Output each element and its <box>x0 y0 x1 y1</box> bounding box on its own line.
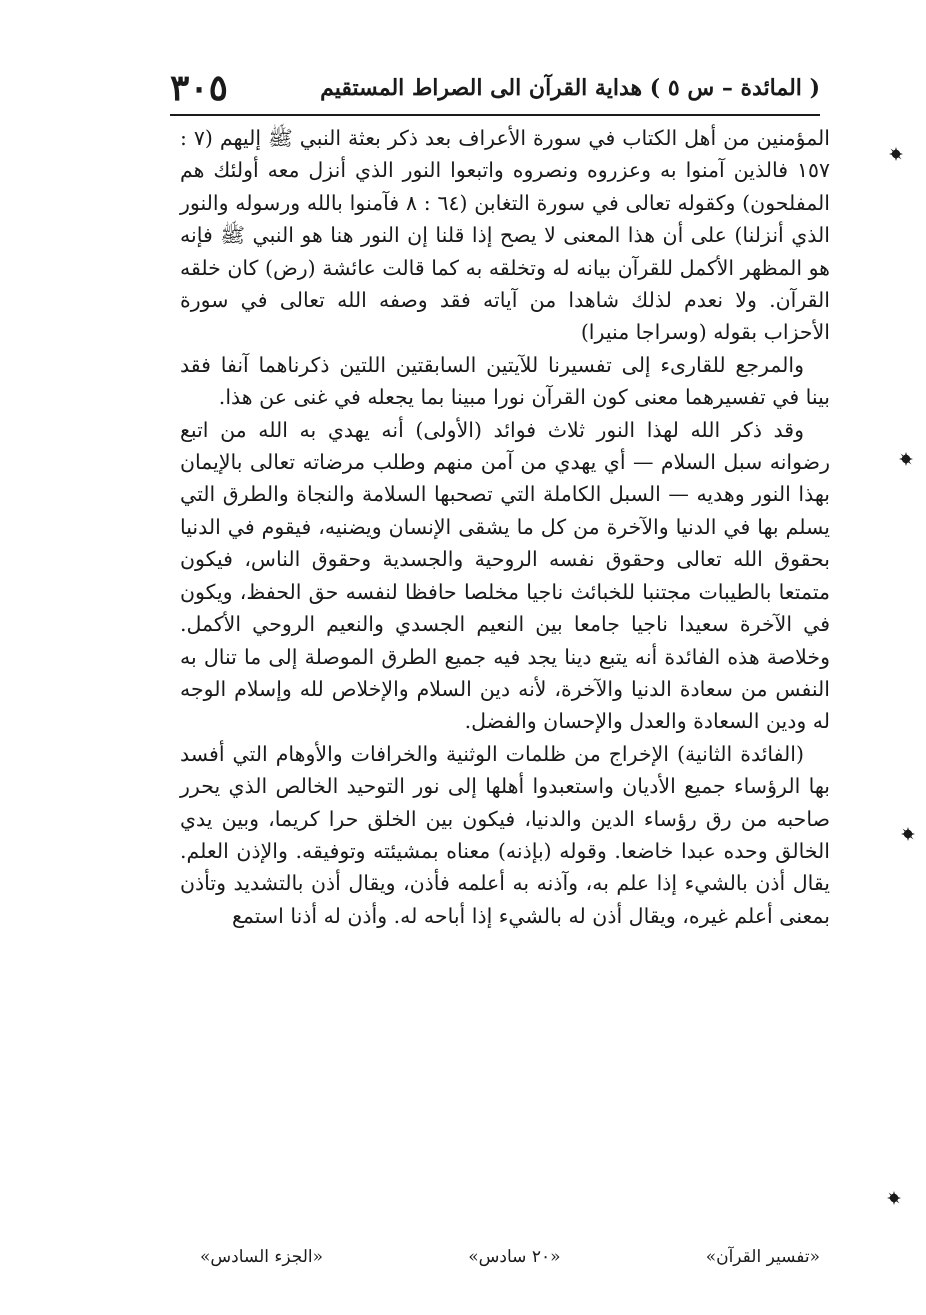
footer-book-title: «تفسير القرآن» <box>705 1247 820 1267</box>
paragraph-4: (الفائدة الثانية) الإخراج من ظلمات الوثنية والخرافات والأوهام التي أفسد بها الرؤساء جميع الأديان واستعبدوا أهلها إلى نور التوحيد الخالص الذي يحرر صاحبه من رق رؤساء الدين والدنيا، فيكون بين الخلق حرا كريما، وبين يدي الخالق وحده عبدا خاضعا. وقوله (بإذنه) معناه بمشيئته وتوفيقه. والإذن العلم. يقال أذن بالشيء إذا علم به، وآذنه به أعلمه فأذن، ويقال أذن بالتشديد وتأذن بمعنى أعلم غيره، ويقال أذن له بالشيء إذا أباحه له. وأذن له أذنا استمع <box>180 741 830 928</box>
fleuron-icon <box>898 451 914 467</box>
paragraph-2: والمرجع للقارىء إلى تفسيرنا للآيتين السابقتين اللتين ذكرناهما آنفا فقد بينا في تفسيرهما معنى كون القرآن نورا مبينا بما يجعله في غنى عن هذا. <box>180 352 830 410</box>
header-rule <box>170 114 820 116</box>
footer-signature: «٢٠ سادس» <box>468 1247 561 1267</box>
header-title: ( المائدة – س ٥ ) هداية القرآن الى الصراط المستقيم <box>320 75 820 101</box>
fleuron-icon <box>888 146 904 162</box>
page-number: ٣٠٥ <box>170 67 229 109</box>
page-footer <box>200 1242 820 1272</box>
footer-volume: «الجزء السادس» <box>200 1247 324 1267</box>
fleuron-icon <box>900 826 916 842</box>
running-header <box>170 62 820 114</box>
paragraph-1: المؤمنين من أهل الكتاب في سورة الأعراف بعد ذكر بعثة النبي ﷺ إليهم (٧ : ١٥٧ فالذين آمنوا به وعزروه ونصروه واتبعوا النور الذي أنزل معه أولئك هم المفلحون) وكقوله تعالى في سورة التغابن (٦٤ : ٨ فآمنوا بالله ورسوله والنور الذي أنزلنا) على أن هذا المعنى لا يصح إذا قلنا إن النور هنا هو النبي ﷺ فإنه هو المظهر الأكمل للقرآن بيانه له وتخلقه به كما قالت عائشة (رض) كان خلقه القرآن. ولا نعدم لذلك شاهدا من آياته فقد وصفه الله تعالى في سورة الأحزاب بقوله (وسراجا منيرا) <box>180 126 830 345</box>
paragraph-3: وقد ذكر الله لهذا النور ثلاث فوائد (الأولى) أنه يهدي به الله من اتبع رضوانه سبل السلام — أي يهدي من آمن منهم وطلب مرضاته تعالى بالإيمان بهذا النور وهديه — السبل الكاملة التي تصحبها السلامة والنجاة والطرق التي يسلم بها في الدنيا والآخرة من كل ما يشقى الإنسان ويضنيه، فيقوم في الدنيا بحقوق الله تعالى وحقوق نفسه الروحية والجسدية وحقوق الناس، فيكون متمتعا بالطيبات مجتنبا للخبائث ناجيا مخلصا حافظا لنفسه حق الحفظ، ويكون في الآخرة سعيدا ناجيا جامعا بين النعيم الجسدي والنعيم الروحي الأكمل. وخلاصة هذه الفائدة أنه يتبع دينا يجد فيه جميع الطرق الموصلة إلى ما تنال به النفس من سعادة الدنيا والآخرة، لأنه دين السلام والإخلاص لله وإسلام الوجه له ودين السعادة والعدل والإحسان والفضل. <box>180 417 830 734</box>
body-text <box>180 122 830 932</box>
fleuron-icon <box>886 1190 902 1206</box>
